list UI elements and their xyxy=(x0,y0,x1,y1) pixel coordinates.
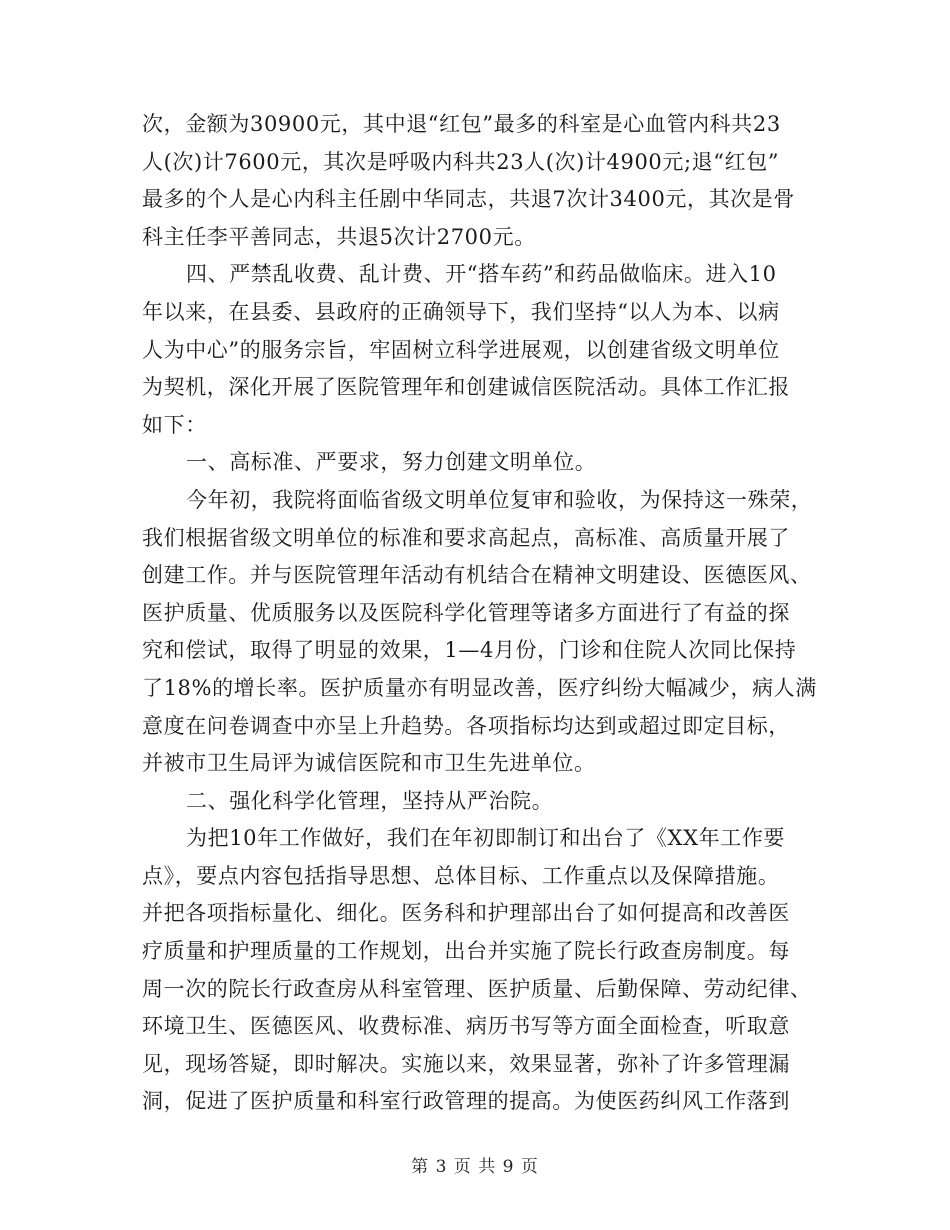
text-line: 见，现场答疑，即时解决。实施以来，效果显著，弥补了许多管理漏 xyxy=(142,1051,790,1076)
paragraph xyxy=(142,783,802,821)
text-line: 医护质量、优质服务以及医院科学化管理等诸多方面进行了有益的探 xyxy=(142,600,790,625)
text-line: 人(次)计7600元，其次是呼吸内科共23人(次)计4900元;退“红包” xyxy=(142,149,780,174)
text-line: 并把各项指标量化、细化。医务科和护理部出台了如何提高和改善医 xyxy=(142,901,790,926)
text-line: 今年初，我院将面临省级文明单位复审和验收，为保持这一殊荣， xyxy=(186,487,813,512)
text-line: 为把10年工作做好，我们在年初即制订和出台了《XX年工作要 xyxy=(186,826,786,851)
text-line: 创建工作。并与医院管理年活动有机结合在精神文明建设、医德医风、 xyxy=(142,563,812,588)
paragraph xyxy=(142,482,817,783)
paragraph xyxy=(142,820,812,1121)
page-footer: 第 3 页 共 9 页 xyxy=(411,1157,539,1177)
text-line: 一、高标准、严要求，努力创建文明单位。 xyxy=(186,450,597,475)
text-line: 年以来，在县委、县政府的正确领导下，我们坚持“以人为本、以病 xyxy=(142,299,780,324)
text-line: 次，金额为30900元，其中退“红包”最多的科室是心血管内科共23 xyxy=(142,112,781,136)
text-line: 洞，促进了医护质量和科室行政管理的提高。为使医药纠风工作落到 xyxy=(142,1089,790,1114)
text-line: 如下： xyxy=(142,412,207,437)
paragraph xyxy=(142,106,802,256)
text-line: 我们根据省级文明单位的标准和要求高起点，高标准、高质量开展了 xyxy=(142,525,790,550)
text-line: 为契机，深化开展了医院管理年和创建诚信医院活动。具体工作汇报 xyxy=(142,375,790,400)
text-line: 科主任李平善同志，共退5次计2700元。 xyxy=(142,224,536,249)
text-line: 周一次的院长行政查房从科室管理、医护质量、后勤保障、劳动纪律、 xyxy=(142,976,812,1001)
text-line: 疗质量和护理质量的工作规划，出台并实施了院长行政查房制度。每 xyxy=(142,939,790,964)
text-line: 环境卫生、医德医风、收费标准、病历书写等方面全面检查，听取意 xyxy=(142,1014,790,1039)
text-line: 了18%的增长率。医护质量亦有明显改善，医疗纠纷大幅减少，病人满 xyxy=(142,675,817,700)
text-line: 四、严禁乱收费、乱计费、开“搭车药”和药品做临床。进入10 xyxy=(186,262,777,287)
text-line: 意度在问卷调查中亦呈上升趋势。各项指标均达到或超过即定目标， xyxy=(142,713,790,738)
text-line: 点》，要点内容包括指导思想、总体目标、工作重点以及保障措施。 xyxy=(142,863,780,888)
text-line: 并被市卫生局评为诚信医院和市卫生先进单位。 xyxy=(142,751,596,776)
text-line: 二、强化科学化管理，坚持从严治院。 xyxy=(186,788,554,813)
paragraph xyxy=(142,256,802,444)
text-line: 究和偿试，取得了明显的效果，1—4月份，门诊和住院人次同比保持 xyxy=(142,638,797,663)
text-line: 人为中心”的服务宗旨，牢固树立科学进展观，以创建省级文明单位 xyxy=(142,337,780,362)
text-line: 最多的个人是心内科主任剧中华同志，共退7次计3400元，其次是骨 xyxy=(142,187,796,212)
document-body xyxy=(142,106,817,1121)
paragraph xyxy=(142,444,802,482)
